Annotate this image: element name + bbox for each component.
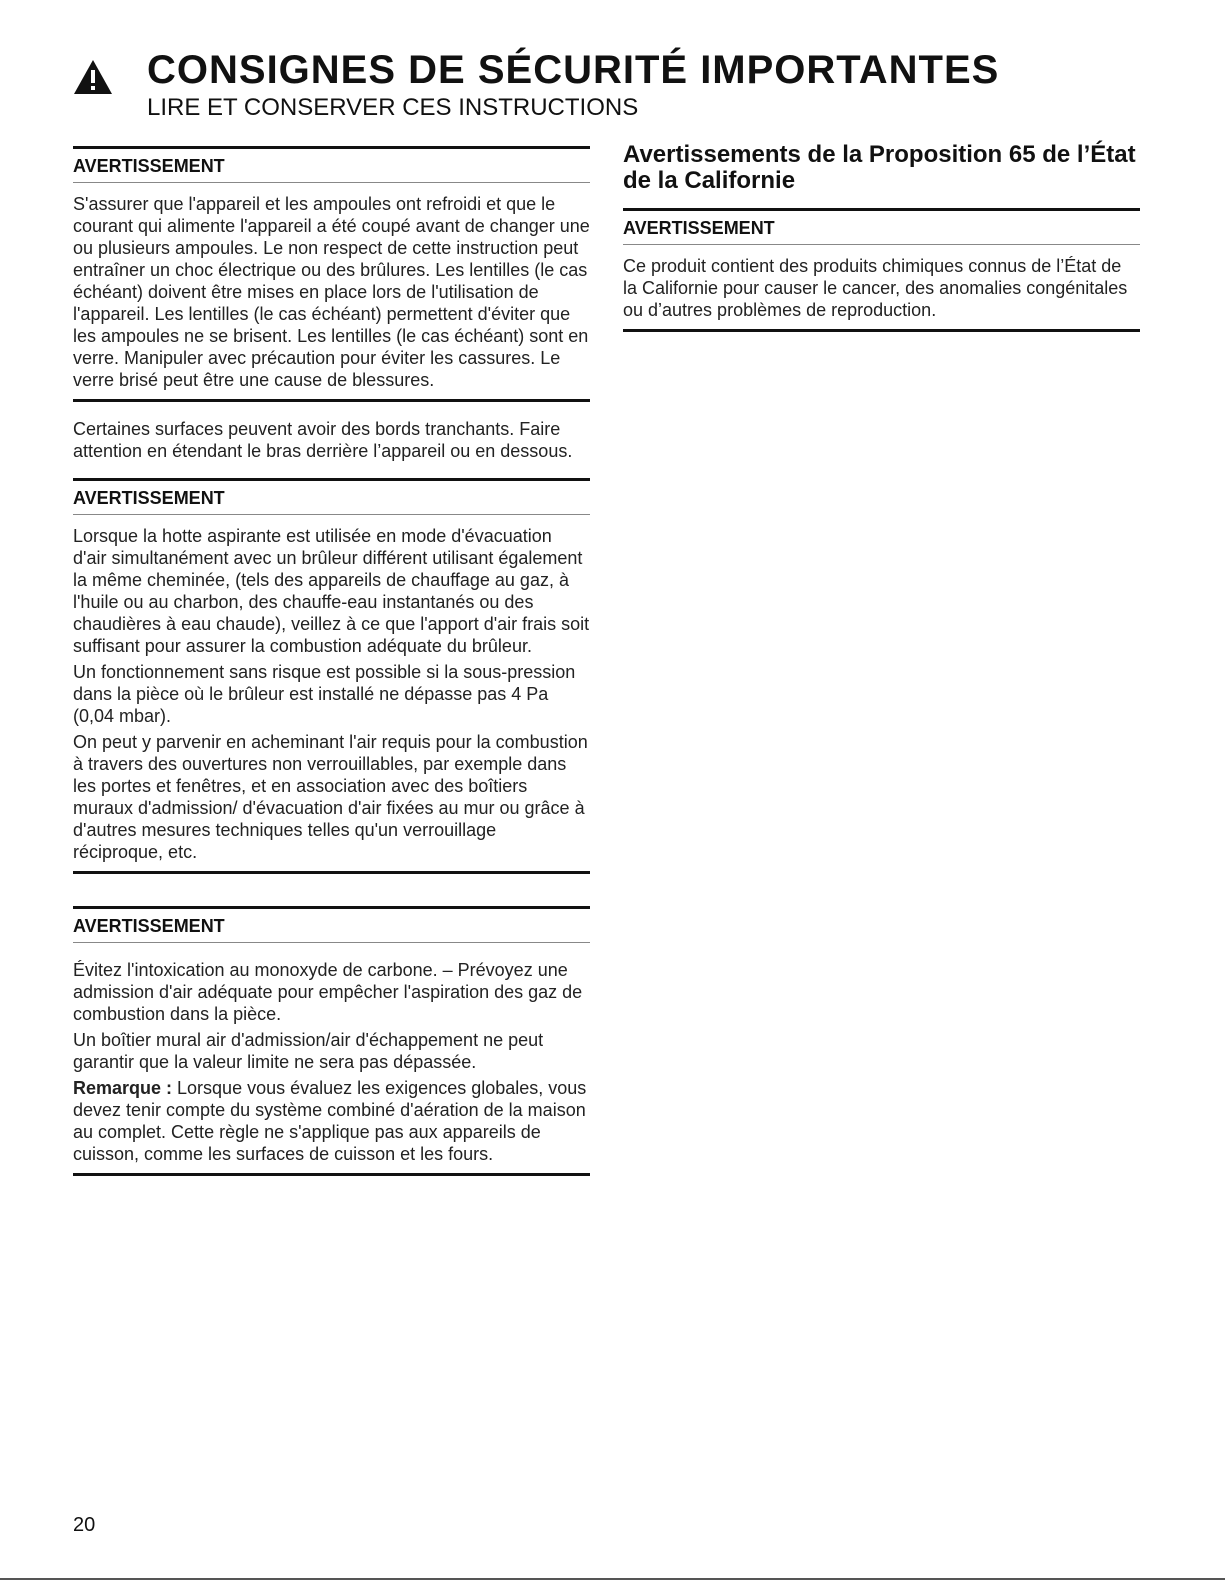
- warning-box-prop65: [623, 208, 1140, 332]
- warning-heading: AVERTISSEMENT: [623, 211, 1140, 245]
- warning-heading: AVERTISSEMENT: [73, 481, 590, 515]
- page-title: CONSIGNES DE SÉCURITÉ IMPORTANTES: [147, 48, 1000, 92]
- left-column: [73, 146, 590, 1176]
- warning-triangle-icon: [72, 58, 114, 96]
- warning-box-ventilation: [73, 478, 590, 874]
- note-label: Remarque :: [73, 1078, 173, 1098]
- right-column: [623, 142, 1140, 332]
- warning-heading: AVERTISSEMENT: [73, 149, 590, 183]
- warning-heading: AVERTISSEMENT: [73, 909, 590, 943]
- warning-text: Lorsque la hotte aspirante est utilisée en mode d'évacuation d'air simultanément avec un brûleur différent utilisant également la même cheminée, (tels des appareils de chauffage au gaz, à l'huile ou au charbon, des chauffe-eau instantanés ou des chaudières à eau chaude), veillez à ce que l'apport d'air frais soit suffisant pour assurer la combustion adéquate du brûleur.: [73, 526, 590, 656]
- page-number: 20: [73, 1514, 96, 1536]
- note-paragraph: [73, 1077, 590, 1165]
- warning-text: Ce produit contient des produits chimiques connus de l’État de la Californie pour causer le cancer, des anomalies congénitales ou d’autres problèmes de reproduction.: [623, 256, 1128, 320]
- page-subtitle: LIRE ET CONSERVER CES INSTRUCTIONS: [147, 94, 639, 121]
- warning-text: Un boîtier mural air d'admission/air d'échappement ne peut garantir que la valeur limite ne sera pas dépassée.: [73, 1030, 544, 1072]
- warning-text: Évitez l'intoxication au monoxyde de carbone. – Prévoyez une admission d'air adéquate pour empêcher l'aspiration des gaz de combustion dans la pièce.: [73, 960, 583, 1024]
- warning-text: On peut y parvenir en acheminant l'air requis pour la combustion à travers des ouvertures non verrouillables, par exemple dans les portes et fenêtres, et en association avec des boîtiers muraux d'admission/ d'évacuation d'air fixées au mur ou grâce à d'autres mesures techniques telles qu'un verrouillage réciproque, etc.: [73, 732, 588, 862]
- sharp-edges-notice: [73, 402, 590, 478]
- warning-text: Un fonctionnement sans risque est possible si la sous-pression dans la pièce où le brûleur est installé ne dépasse pas 4 Pa (0,04 mbar).: [73, 662, 576, 726]
- section-title: Avertissements de la Proposition 65 de l’État de la Californie: [623, 141, 1136, 194]
- bottom-rule: [0, 1578, 1225, 1580]
- warning-text: S'assurer que l'appareil et les ampoules ont refroidi et que le courant qui alimente l'appareil a été coupé avant de changer une ou plusieurs ampoules. Le non respect de cette instruction peut entraîner un choc électrique ou des brûlures. Les lentilles (le cas échéant) doivent être mises en place lors de l'utilisation de l'appareil. Les lentilles (le cas échéant) permettent d'éviter que les ampoules ne se brisent. Les lentilles (le cas échéant) sont en verre. Manipuler avec précaution pour éviter les cassures. Le verre brisé peut être une cause de blessures.: [73, 194, 590, 390]
- warning-box-bulbs: [73, 146, 590, 402]
- warning-box-carbon-monoxide: [73, 906, 590, 1176]
- notice-text: Certaines surfaces peuvent avoir des bords tranchants. Faire attention en étendant le bras derrière l’appareil ou en dessous.: [73, 419, 573, 461]
- note-text: Lorsque vous évaluez les exigences globales, vous devez tenir compte du système combiné d'aération de la maison au complet. Cette règle ne s'applique pas aux appareils de cuisson, comme les surfaces de cuisson et les fours.: [73, 1078, 587, 1164]
